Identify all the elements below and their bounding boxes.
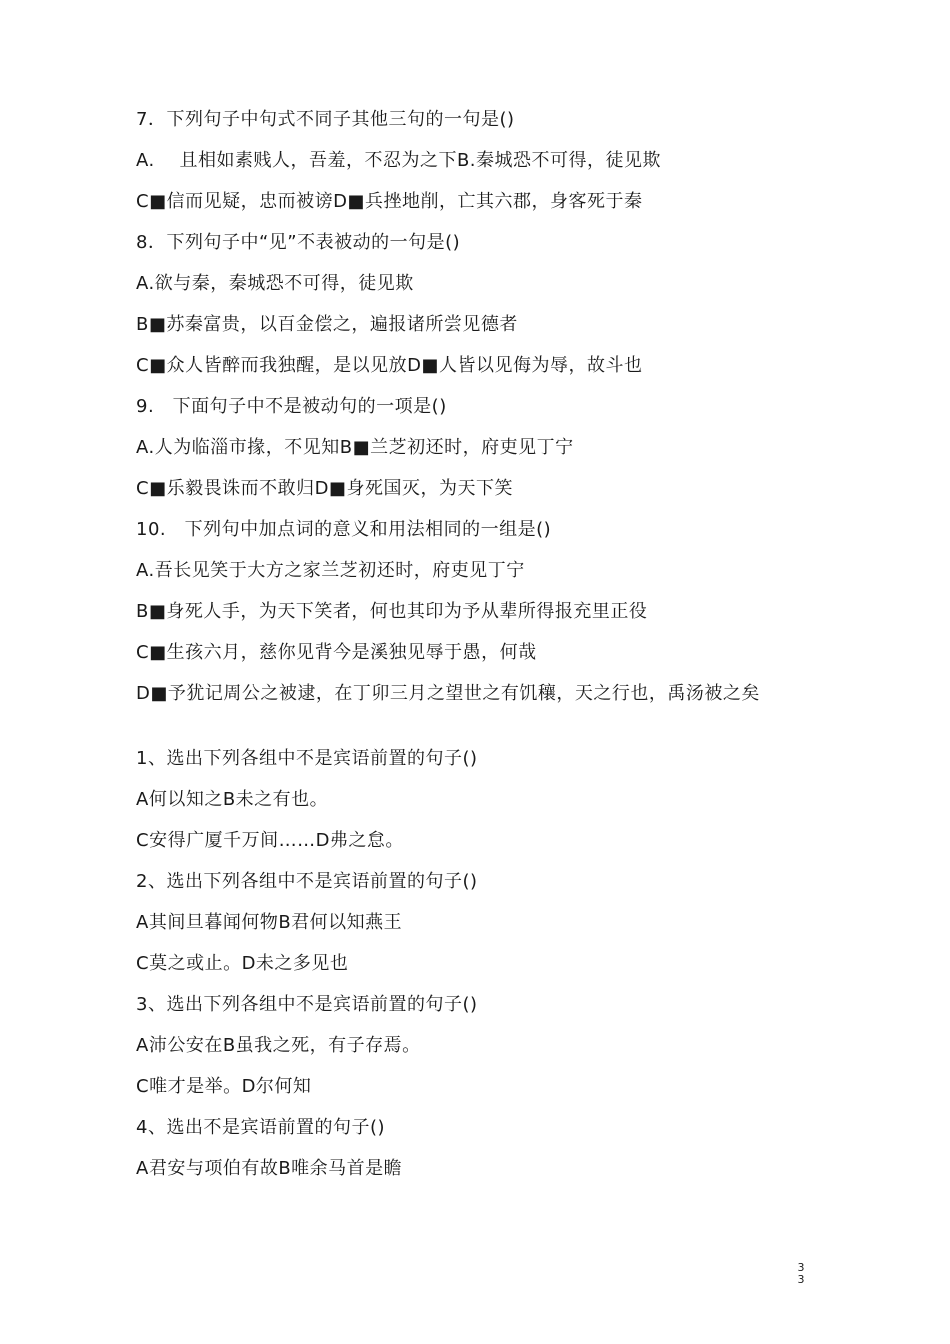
exercise-1-title: 1、选出下列各组中不是宾语前置的句子() bbox=[136, 748, 478, 769]
question-10-title: 10. 下列句中加点词的意义和用法相同的一组是() bbox=[136, 519, 552, 540]
question-7-options-ab: A. 且相如素贱人，吾羞，不忍为之下B.秦城恐不可得，徒见欺 bbox=[136, 150, 662, 171]
exercise-3-options-ab: A沛公安在B虽我之死，有子存焉。 bbox=[136, 1035, 421, 1056]
question-10-option-d: D■予犹记周公之被逮，在丁卯三月之望世之有饥穰，天之行也，禹汤被之矣 bbox=[136, 683, 760, 704]
exercise-3-title: 3、选出下列各组中不是宾语前置的句子() bbox=[136, 994, 478, 1015]
exercise-1-options-cd: C安得广厦千万间……D弗之怠。 bbox=[136, 830, 404, 851]
page-number-line-1: 3 bbox=[797, 1261, 805, 1274]
exercise-2-options-cd: C莫之或止。D未之多见也 bbox=[136, 953, 349, 974]
question-10-option-b: B■身死人手，为天下笑者，何也其印为予从辈所得报充里正役 bbox=[136, 601, 648, 622]
question-10-option-a: A.吾长见笑于大方之家兰芝初还时，府吏见丁宁 bbox=[136, 560, 525, 581]
exercise-2-options-ab: A其间旦暮闻何物B君何以知燕王 bbox=[136, 912, 403, 933]
question-7-title: 7．下列句子中句式不同子其他三句的一句是() bbox=[136, 109, 515, 130]
exercise-4-title: 4、选出不是宾语前置的句子() bbox=[136, 1117, 385, 1138]
question-9-options-cd: C■乐毅畏诛而不敢归D■身死国灭，为天下笑 bbox=[136, 478, 513, 499]
page-number-line-2: 3 bbox=[797, 1273, 805, 1286]
exercise-4-options-ab: A君安与项伯有故B唯余马首是瞻 bbox=[136, 1158, 403, 1179]
question-9-options-ab: A.人为临淄市掾，不见知B■兰芝初还时，府吏见丁宁 bbox=[136, 437, 574, 458]
exercise-1-options-ab: A何以知之B未之有也。 bbox=[136, 789, 329, 810]
question-9-title: 9. 下面句子中不是被动句的一项是() bbox=[136, 396, 447, 417]
question-8-option-a: A.欲与秦，秦城恐不可得，徒见欺 bbox=[136, 273, 414, 294]
page-number bbox=[795, 1262, 807, 1286]
question-7-options-cd: C■信而见疑，忠而被谤D■兵挫地削，亡其六郡，身客死于秦 bbox=[136, 191, 643, 212]
exercise-3-options-cd: C唯才是举。D尔何知 bbox=[136, 1076, 312, 1097]
question-10-option-c: C■生孩六月，慈你见背今是溪独见辱于愚，何哉 bbox=[136, 642, 537, 663]
question-8-option-b: B■苏秦富贵，以百金偿之，遍报诸所尝见德者 bbox=[136, 314, 518, 335]
question-8-title: 8．下列句子中“见”不表被动的一句是() bbox=[136, 232, 461, 253]
question-8-options-cd: C■众人皆醉而我独醒，是以见放D■人皆以见侮为辱，故斗也 bbox=[136, 355, 643, 376]
exercise-2-title: 2、选出下列各组中不是宾语前置的句子() bbox=[136, 871, 478, 892]
